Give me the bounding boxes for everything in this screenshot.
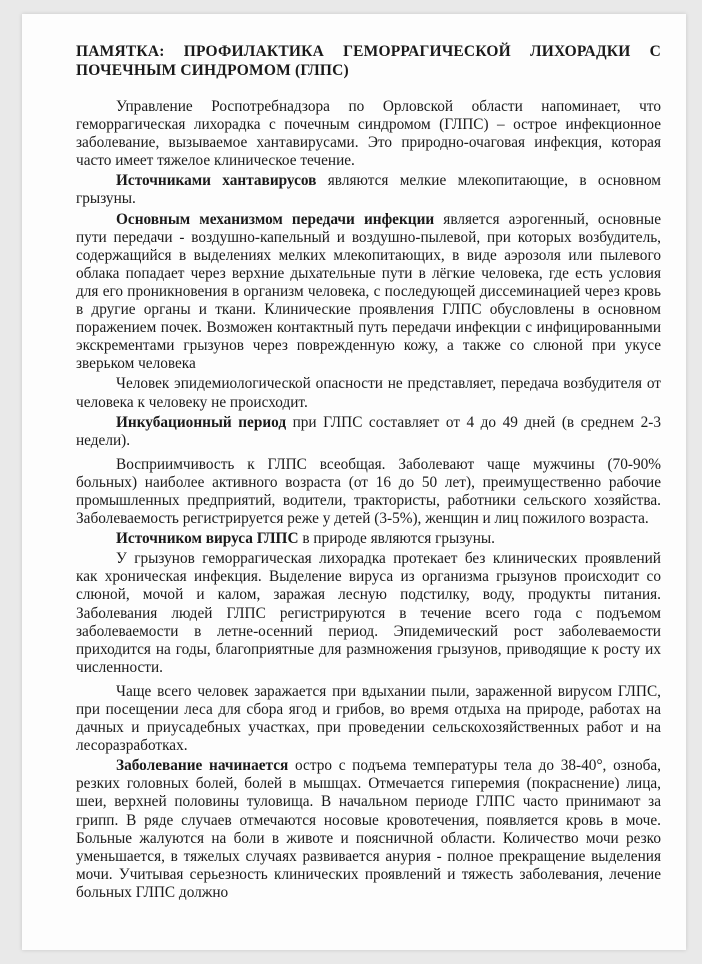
paragraph-symptoms: Заболевание начинается остро с подъема температуры тела до 38-40°, озноба, резких головных болей, болей в мышцах. Отмечается гиперемия (покраснение) лица, шеи, верхней половины туловища. В начальном периоде ГЛПС часто принимают за грипп. В ряде случаев отмечаются носовые кровотечения, появляется кровь в моче. Больные жалуются на боли в животе и поясничной области. Количество мочи резко уменьшается, в тяжелых случаях развивается анурия - полное прекращение выделения мочи. Учитывая серьезность клинических проявлений и тяжесть заболевания, лечение больных ГЛПС должно: [76, 757, 661, 901]
paragraph-intro: Управление Роспотребнадзора по Орловской области напоминает, что геморрагическая лихорадка с почечным синдромом (ГЛПС) – острое инфекционное заболевание, вызываемое хантавирусами. Это природно-очаговая инфекция, которая часто имеет тяжелое клиническое течение.: [76, 98, 661, 170]
paragraph-infection-route: Чаще всего человек заражается при вдыхании пыли, зараженной вирусом ГЛПС, при посещении леса для сбора ягод и грибов, во время отдыха на природе, работах на дачных и приусадебных участках, при проведении сельскохозяйственных работ и на лесоразработках.: [76, 682, 661, 755]
paragraph-no-human-transmission: Человек эпидемиологической опасности не представляет, передача возбудителя от человека к человеку не происходит.: [76, 375, 661, 411]
paragraph-susceptibility: Восприимчивость к ГЛПС всеобщая. Заболевают чаще мужчины (70-90% больных) наиболее активного возраста (от 16 до 50 лет), преимущественно рабочие промышленных предприятий, водители, трактористы, работники сельского хозяйства. Заболеваемость регистрируется реже у детей (3-5%), женщин и лиц пожилого возраста.: [76, 455, 661, 528]
term-incubation: Инкубационный период: [116, 413, 287, 431]
paragraph-virus-source: Источником вируса ГЛПС в природе являются грызуны.: [116, 530, 495, 548]
paragraph-incubation: Инкубационный период при ГЛПС составляет от 4 до 49 дней (в среднем 2-3 недели).: [76, 413, 661, 449]
term-sources: Источниками хантавирусов: [116, 172, 317, 190]
term-onset: Заболевание начинается: [116, 757, 289, 775]
term-transmission: Основным механизмом передачи инфекции: [116, 210, 435, 228]
document-title: ПАМЯТКА: ПРОФИЛАКТИКА ГЕМОРРАГИЧЕСКОЙ ЛИХОРАДКИ С ПОЧЕЧНЫМ СИНДРОМОМ (ГЛПС): [76, 43, 661, 79]
document-page: [22, 14, 686, 950]
paragraph-transmission: Основным механизмом передачи инфекции является аэрогенный, основные пути передачи - воздушно-капельный и воздушно-пылевой, при которых возбудитель, содержащийся в выделениях мелких млекопитающих, в виде аэрозоля или пылевого облака попадает через верхние дыхательные пути в лёгкие человека, где есть условия для его проникновения в организм человека, с последующей диссеминацией через кровь в другие органы и ткани. Клинические проявления ГЛПС обусловлены в основном поражением почек. Возможен контактный путь передачи инфекции с инфицированными экскрементами грызунов через поврежденную кожу, а также со слюной при укусе зверьком человека: [76, 210, 661, 373]
document-body: [76, 42, 661, 902]
paragraph-rodents: У грызунов геморрагическая лихорадка протекает без клинических проявлений как хроническая инфекция. Выделение вируса из организма грызунов происходит со слюной, мочой и калом, заражая лесную подстилку, воду, продукты питания. Заболевания людей ГЛПС регистрируются в течение всего года с подъемом заболеваемости в летне-осенний период. Эпидемический рост заболеваемости приходится на годы, благоприятные для размножения грызунов, приводящие к росту их численности.: [76, 550, 661, 676]
paragraph-sources: Источниками хантавирусов являются мелкие млекопитающие, в основном грызуны.: [76, 172, 661, 208]
term-virus-source: Источником вируса ГЛПС: [116, 530, 299, 548]
